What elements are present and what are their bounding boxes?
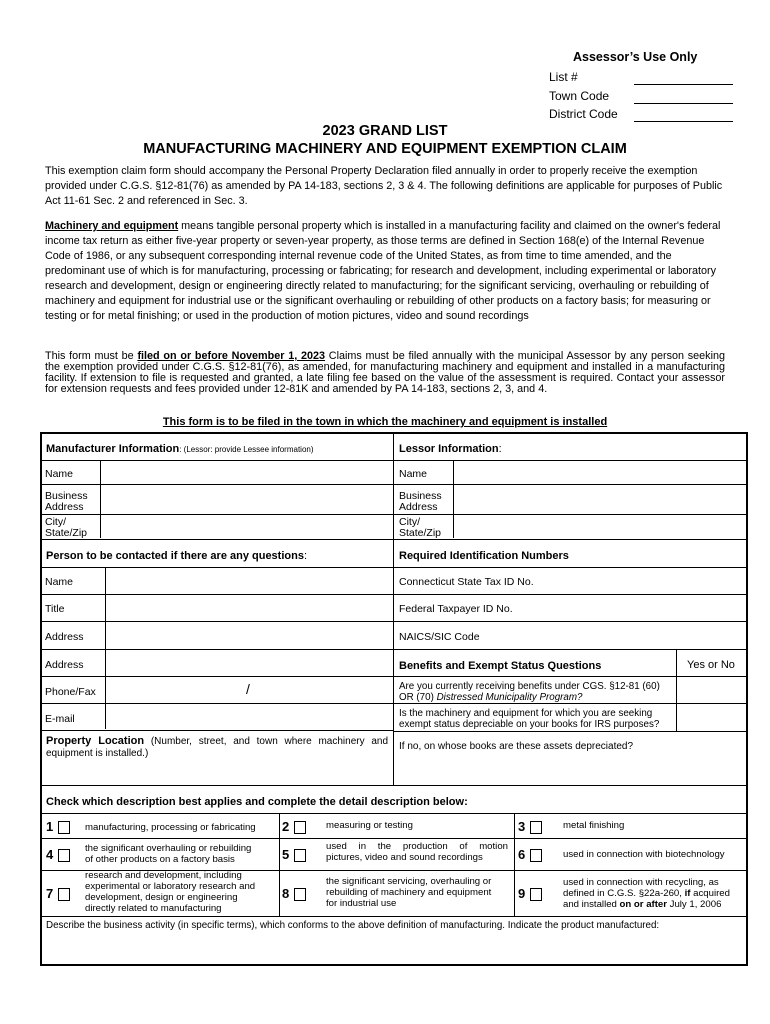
town-filing-note: This form is to be filed in the town in which the machinery and equipment is installed — [162, 416, 608, 428]
option-9-label-line2 — [563, 889, 730, 899]
contact-colon: : — [303, 550, 308, 562]
option-4-label-line2: of other products on a factory basis — [85, 854, 235, 865]
option-2-label: measuring or testing — [326, 820, 413, 831]
divider — [105, 567, 106, 729]
property-location-bold: Property Location — [46, 735, 145, 747]
list-number-line — [634, 84, 733, 85]
manufacturer-business-label: Business — [45, 490, 88, 502]
option-7-number: 7 — [46, 886, 54, 901]
option-4-number: 4 — [46, 847, 54, 862]
option-5-label-line1: used in the production of motion — [326, 841, 508, 852]
property-location-rest: (Number, street, and town where machinery and — [144, 736, 389, 747]
option-8-number: 8 — [282, 886, 290, 901]
option-3-number: 3 — [518, 819, 526, 834]
check-header: Check which description best applies and complete the detail description below: — [46, 796, 468, 808]
contact-email-label: E-mail — [45, 713, 75, 725]
form-title-year: 2023 GRAND LIST — [322, 123, 448, 139]
definition-term: Machinery and equipment — [45, 220, 179, 232]
lessor-address-label: Address — [399, 501, 438, 513]
yes-no-header: Yes or No — [687, 659, 735, 671]
option-9-text-c: and installed — [563, 899, 620, 910]
property-location-line1 — [46, 736, 388, 747]
option-9-number: 9 — [518, 886, 526, 901]
option-5-number: 5 — [282, 847, 290, 862]
option-9-text-b: acquired — [690, 888, 730, 899]
town-code-label: Town Code — [549, 89, 610, 103]
q1-line1: Are you currently receiving benefits under CGS. §12-81 (60) — [399, 681, 660, 692]
contact-header — [46, 550, 307, 562]
district-code-label: District Code — [549, 107, 618, 121]
manufacturer-header-text: Manufacturer Information — [46, 443, 180, 455]
option-5-label-line2: pictures, video and sound recordings — [326, 852, 483, 863]
assessor-use-title: Assessor’s Use Only — [573, 50, 698, 64]
option-8-label-line3: for industrial use — [326, 898, 397, 909]
property-location-line2: equipment is installed.) — [46, 748, 149, 759]
option-4-label-line1: the significant overhauling or rebuilding — [85, 843, 252, 854]
option-7-label-line3: development, design or engineering — [85, 892, 238, 903]
option-1-label: manufacturing, processing or fabricating — [85, 822, 256, 833]
q2-line2: exempt status depreciable on your books for IRS purposes? — [399, 719, 660, 730]
contact-address2-label: Address — [45, 659, 84, 671]
q3-label: If no, on whose books are these assets depreciated? — [399, 741, 634, 752]
describe-activity-label: Describe the business activity (in specific terms), which conforms to the above definition of manufacturing. Indicate the product manufactured: — [46, 920, 660, 931]
option-9-on-or-after: on or after — [619, 899, 667, 910]
option-9-text-a: defined in C.G.S. §22a-260, — [563, 888, 685, 899]
divider — [393, 731, 746, 732]
option-7-label-line2: experimental or laboratory research and — [85, 881, 256, 892]
contact-address-label: Address — [45, 631, 84, 643]
lessor-city-label: City/ — [399, 516, 420, 528]
divider — [514, 813, 515, 917]
option-4-checkbox[interactable] — [58, 849, 70, 862]
option-6-label: used in connection with biotechnology — [563, 849, 725, 860]
option-9-if: if — [684, 888, 691, 899]
intro-paragraph: This exemption claim form should accompany the Personal Property Declaration filed annually in order to properly receive the exemption provided under C.G.S. §12-81(76) as amended by PA 14-183, sections 2, 3 & 4. The following definitions are applicable for purposes of Public Act 11-61 Sec. 2 and referenced in Sec. 3. — [45, 165, 723, 207]
naics-code-label: NAICS/SIC Code — [399, 631, 480, 643]
option-9-label-line3 — [563, 900, 721, 910]
manufacturer-header-sub: : (Lessor: provide Lessee information) — [179, 445, 314, 454]
divider — [676, 649, 677, 731]
form-title: MANUFACTURING MACHINERY AND EQUIPMENT EXEMPTION CLAIM — [143, 141, 627, 157]
contact-header-text: Person to be contacted if there are any questions — [46, 550, 304, 562]
phone-fax-separator: / — [246, 681, 250, 697]
divider — [42, 567, 746, 568]
divider — [42, 514, 746, 515]
lessor-header-text: Lessor Information — [399, 443, 499, 455]
option-8-checkbox[interactable] — [294, 888, 306, 901]
option-3-checkbox[interactable] — [530, 821, 542, 834]
divider — [42, 916, 746, 917]
lessor-business-label: Business — [399, 490, 442, 502]
contact-title-label: Title — [45, 603, 65, 615]
option-6-checkbox[interactable] — [530, 849, 542, 862]
divider — [42, 703, 746, 704]
option-5-checkbox[interactable] — [294, 849, 306, 862]
option-8-label-line1: the significant servicing, overhauling or — [326, 876, 492, 887]
option-9-text-d: July 1, 2006 — [667, 899, 722, 910]
list-number-label: List # — [549, 70, 578, 84]
option-8-label-line2: rebuilding of machinery and equipment — [326, 887, 492, 898]
option-7-label-line4: directly related to manufacturing — [85, 903, 222, 914]
center-divider — [393, 434, 394, 785]
filing-post: Claims must be filed annually with the municipal Assessor by any person seeking the exemption provided under C.G.S. §12-81(76), as amended, for manufacturing machinery and equipment and installed in a manufacturing facility. If extension to file is requested and granted, a late filing fee based on the value of the assessment is required. Contact your assessor for extension requests and fees provided under 12-81K and amended by PA 14-183, sections 2, 3, and 4. — [45, 350, 725, 395]
manufacturer-header — [46, 443, 314, 456]
option-1-checkbox[interactable] — [58, 821, 70, 834]
manufacturer-address-label: Address — [45, 501, 84, 513]
option-3-label: metal finishing — [563, 820, 625, 831]
filing-deadline: filed on or before November 1, 2023 — [137, 350, 326, 362]
divider — [42, 594, 746, 595]
divider — [42, 539, 746, 540]
divider — [393, 676, 746, 677]
option-7-label-line1: research and development, including — [85, 870, 242, 881]
definition-paragraph — [45, 219, 725, 324]
option-1-number: 1 — [46, 819, 54, 834]
id-header: Required Identification Numbers — [399, 550, 569, 562]
benefits-header: Benefits and Exempt Status Questions — [399, 660, 602, 672]
q1-line2 — [399, 692, 582, 703]
divider — [42, 730, 394, 731]
manufacturer-statezip-label: State/Zip — [45, 527, 88, 539]
lessor-colon: : — [498, 443, 502, 455]
q2-line1: Is the machinery and equipment for which you are seeking — [399, 708, 653, 719]
divider — [42, 649, 746, 650]
filing-paragraph — [45, 351, 725, 395]
list-number-field[interactable] — [549, 70, 733, 86]
divider — [42, 621, 746, 622]
divider — [42, 460, 746, 461]
q1-italic: Distressed Municipality Program? — [436, 692, 583, 703]
filing-pre: This form must be — [45, 350, 138, 362]
option-2-number: 2 — [282, 819, 290, 834]
divider — [42, 838, 746, 839]
option-9-label-line1: used in connection with recycling, as — [563, 877, 719, 888]
district-code-line — [634, 121, 733, 122]
lessor-header — [399, 443, 502, 455]
definition-text: means tangible personal property which is installed in a manufacturing facility and claimed on the owner's federal income tax return as either five-year property or seven-year property, as those terms are defined in Section 168(e) of the Internal Revenue Code of 1986, or any subsequent corresponding internal revenue code of the United States, as from time to time amended, and the predominant use of which is for manufacturing, processing or fabricating; for research and development, including experimental or laboratory research and development, design or engineering directly related to manufacturing; for the significant servicing, overhauling or rebuilding of machinery and equipment for industrial use or the significant overhauling or rebuilding of other products on a factory basis; for measuring or testing or for metal finishing; or used in the production of motion pictures, video and sound recordings — [45, 220, 721, 322]
contact-phone-label: Phone/Fax — [45, 686, 96, 698]
divider — [42, 813, 746, 814]
claim-form — [40, 432, 748, 966]
district-code-field[interactable] — [549, 107, 733, 123]
manufacturer-name-label: Name — [45, 468, 74, 480]
manufacturer-city-label: City/ — [45, 516, 66, 528]
divider — [42, 484, 746, 485]
town-code-line — [634, 103, 733, 104]
lessor-statezip-label: State/Zip — [399, 527, 442, 539]
option-7-checkbox[interactable] — [58, 888, 70, 901]
ct-tax-id-label: Connecticut State Tax ID No. — [399, 576, 534, 588]
option-9-checkbox[interactable] — [530, 888, 542, 901]
divider — [279, 813, 280, 917]
divider — [42, 676, 394, 677]
lessor-name-label: Name — [399, 468, 428, 480]
contact-name-label: Name — [45, 576, 74, 588]
divider — [100, 460, 101, 538]
divider — [453, 460, 454, 538]
federal-taxpayer-id-label: Federal Taxpayer ID No. — [399, 603, 513, 615]
town-code-field[interactable] — [549, 89, 733, 105]
option-2-checkbox[interactable] — [294, 821, 306, 834]
option-6-number: 6 — [518, 847, 526, 862]
divider — [42, 785, 746, 786]
q1-or: OR (70) — [399, 692, 437, 703]
